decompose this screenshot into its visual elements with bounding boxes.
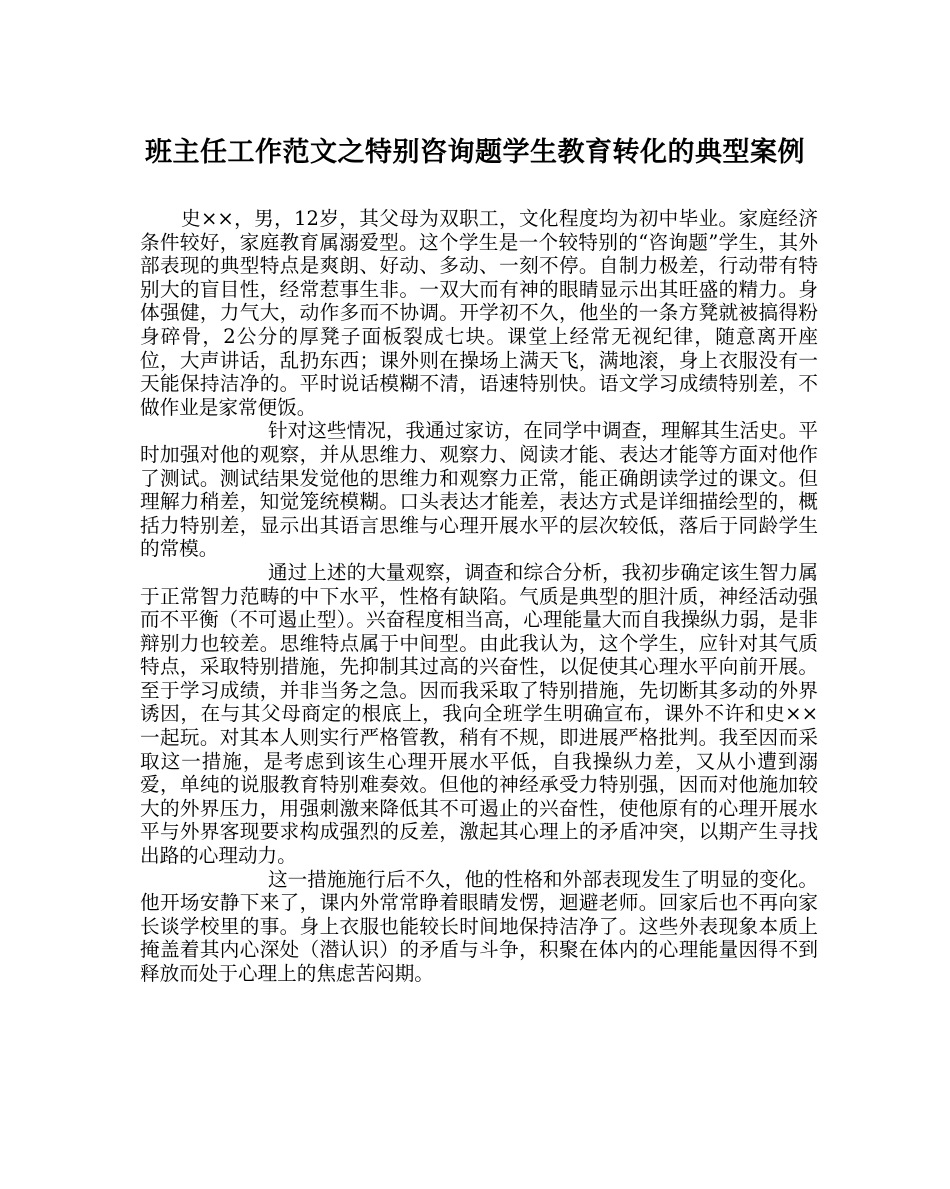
paragraph-3: 通过上述的大量观察，调查和综合分析，我初步确定该生智力属于正常智力范畴的中下水平，性格有缺陷。气质是典型的胆汁质，神经活动强而不平衡（不可遏止型）。兴奋程度相当高，心理能量大而自我操纵力弱，是非辩别力也较差。思维特点属于中间型。由此我认为，这个学生，应针对其气质特点，采取特别措施，先抑制其过高的兴奋性，以促使其心理水平向前开展。至于学习成绩，并非当务之急。因而我采取了特别措施，先切断其多动的外界诱因，在与其父母商定的根底上，我向全班学生明确宣布，课外不许和史××一起玩。对其本人则实行严格管教，稍有不规，即进展严格批判。我至因而采取这一措施，是考虑到该生心理开展水平低，自我操纵力差，又从小遭到溺爱，单纯的说服教育特别难奏效。但他的神经承受力特别强，因而对他施加较大的外界压力，用强刺激来降低其不可遏止的兴奋性，使他原有的心理开展水平与外界客现要求构成强烈的反差，激起其心理上的矛盾冲突，以期产生寻找出路的心理动力。 bbox=[140, 560, 818, 868]
paragraph-2: 针对这些情况，我通过家访，在同学中调查，理解其生活史。平时加强对他的观察，并从思维力、观察力、阅读才能、表达才能等方面对他作了测试。测试结果发觉他的思维力和观察力正常，能正确朗读学过的课文。但理解力稍差，知觉笼统模糊。口头表达才能差，表达方式是详细描绘型的，概括力特别差，显示出其语言思维与心理开展水平的层次较低，落后于同龄学生的常模。 bbox=[140, 419, 818, 561]
paragraph-4: 这一措施施行后不久，他的性格和外部表现发生了明显的变化。他开场安静下来了，课内外常常睁着眼睛发愣，迴避老师。回家后也不再向家长谈学校里的事。身上衣服也能较长时间地保持洁净了。这些外表现象本质上掩盖着其内心深处（潜认识）的矛盾与斗争，积聚在体内的心理能量因得不到释放而处于心理上的焦虑苦闷期。 bbox=[140, 867, 818, 985]
document-title: 班主任工作范文之特别咨询题学生教育转化的典型案例 bbox=[145, 137, 805, 168]
document-body bbox=[140, 207, 818, 986]
paragraph-1: 史××，男，12岁，其父母为双职工，文化程度均为初中毕业。家庭经济条件较好，家庭教育属溺爱型。这个学生是一个较特别的“咨询题”学生，其外部表现的典型特点是爽朗、好动、多动、一刻不停。自制力极差，行动带有特别大的盲目性，经常惹事生非。一双大而有神的眼睛显示出其旺盛的精力。身体强健，力气大，动作多而不协调。开学初不久，他坐的一条方凳就被搞得粉身碎骨，2公分的厚凳子面板裂成七块。课堂上经常无视纪律，随意离开座位，大声讲话，乱扔东西；课外则在操场上满天飞，满地滚，身上衣服没有一天能保持洁净的。平时说话模糊不清，语速特别快。语文学习成绩特别差，不做作业是家常便饭。 bbox=[140, 207, 818, 419]
